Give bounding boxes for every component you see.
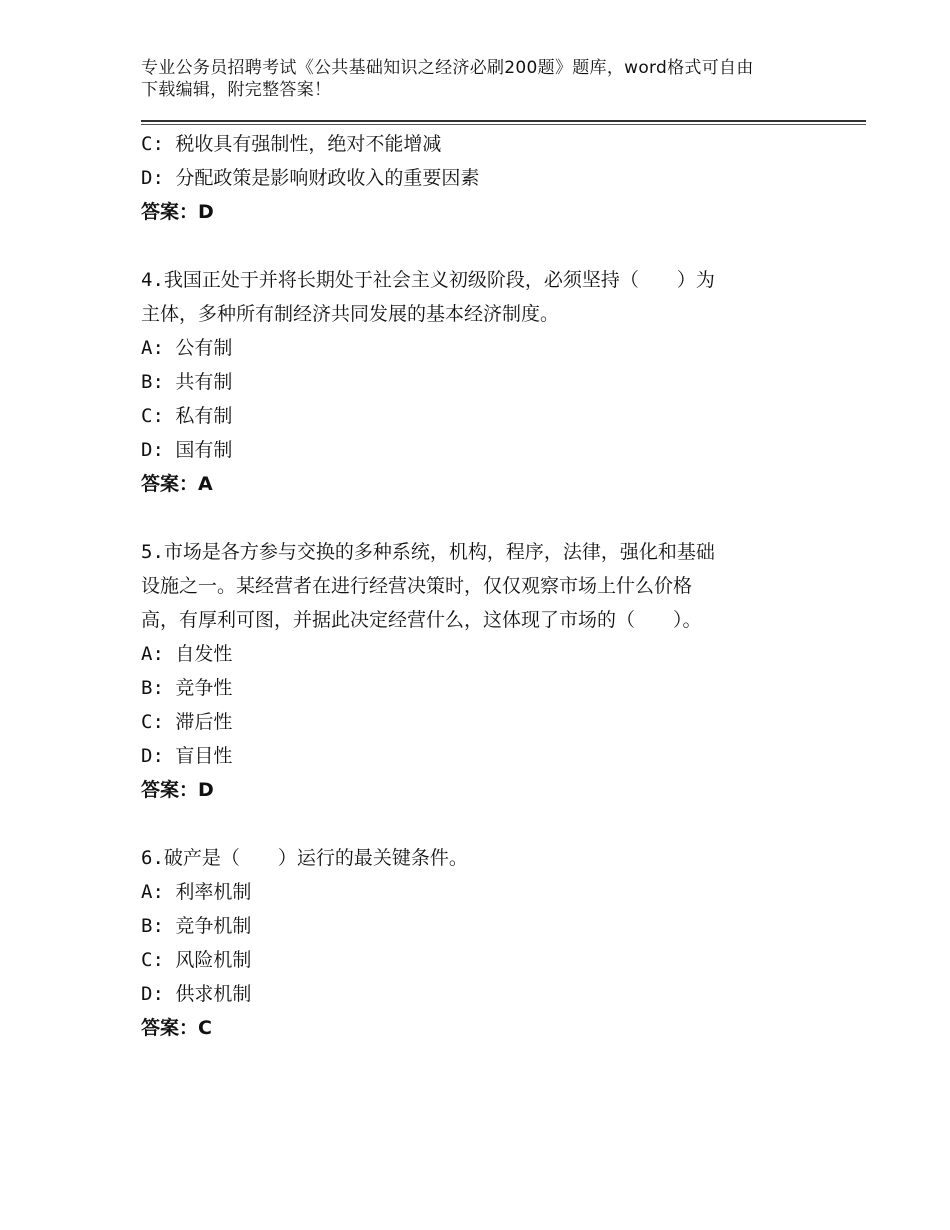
answer-label: 答案：C	[141, 1017, 212, 1039]
option-a: A: 自发性	[141, 643, 233, 665]
option-c: C: 税收具有强制性，绝对不能增减	[141, 133, 442, 155]
header-rule-thin	[141, 124, 866, 125]
option-d: D: 盲目性	[141, 745, 233, 767]
answer-label: 答案：D	[141, 779, 214, 801]
question-text-line-2: 主体，多种所有制经济共同发展的基本经济制度。	[141, 303, 560, 325]
answer-label: 答案：A	[141, 473, 213, 495]
question-text-line-1: 4.我国正处于并将长期处于社会主义初级阶段，必须坚持（ ）为	[141, 269, 715, 291]
question-text-line-1: 6.破产是（ ）运行的最关键条件。	[141, 847, 468, 869]
question-4	[141, 263, 811, 501]
question-text-line-2: 设施之一。某经营者在进行经营决策时，仅仅观察市场上什么价格	[141, 575, 693, 597]
question-text-line-3: 高，有厚利可图，并据此决定经营什么，这体现了市场的（ ）。	[141, 609, 702, 631]
option-d: D: 分配政策是影响财政收入的重要因素	[141, 167, 480, 189]
header-line-1: 专业公务员招聘考试《公共基础知识之经济必刷200题》题库，word格式可自由	[141, 58, 754, 78]
question-list	[141, 127, 811, 1045]
header-line-2: 下载编辑，附完整答案！	[141, 80, 332, 100]
option-b: B: 共有制	[141, 371, 233, 393]
header-rule-thick	[141, 120, 866, 122]
question-3-tail	[141, 127, 811, 229]
spacer	[141, 229, 811, 263]
option-d: D: 国有制	[141, 439, 233, 461]
spacer	[141, 501, 811, 535]
option-d: D: 供求机制	[141, 983, 252, 1005]
document-header	[141, 57, 811, 101]
option-b: B: 竞争机制	[141, 915, 252, 937]
spacer	[141, 807, 811, 841]
option-c: C: 私有制	[141, 405, 233, 427]
option-c: C: 风险机制	[141, 949, 252, 971]
option-b: B: 竞争性	[141, 677, 233, 699]
option-c: C: 滞后性	[141, 711, 233, 733]
answer-label: 答案：D	[141, 201, 214, 223]
question-5	[141, 535, 811, 807]
option-a: A: 利率机制	[141, 881, 252, 903]
option-a: A: 公有制	[141, 337, 233, 359]
question-6	[141, 841, 811, 1045]
question-text-line-1: 5.市场是各方参与交换的多种系统，机构，程序，法律，强化和基础	[141, 541, 715, 563]
